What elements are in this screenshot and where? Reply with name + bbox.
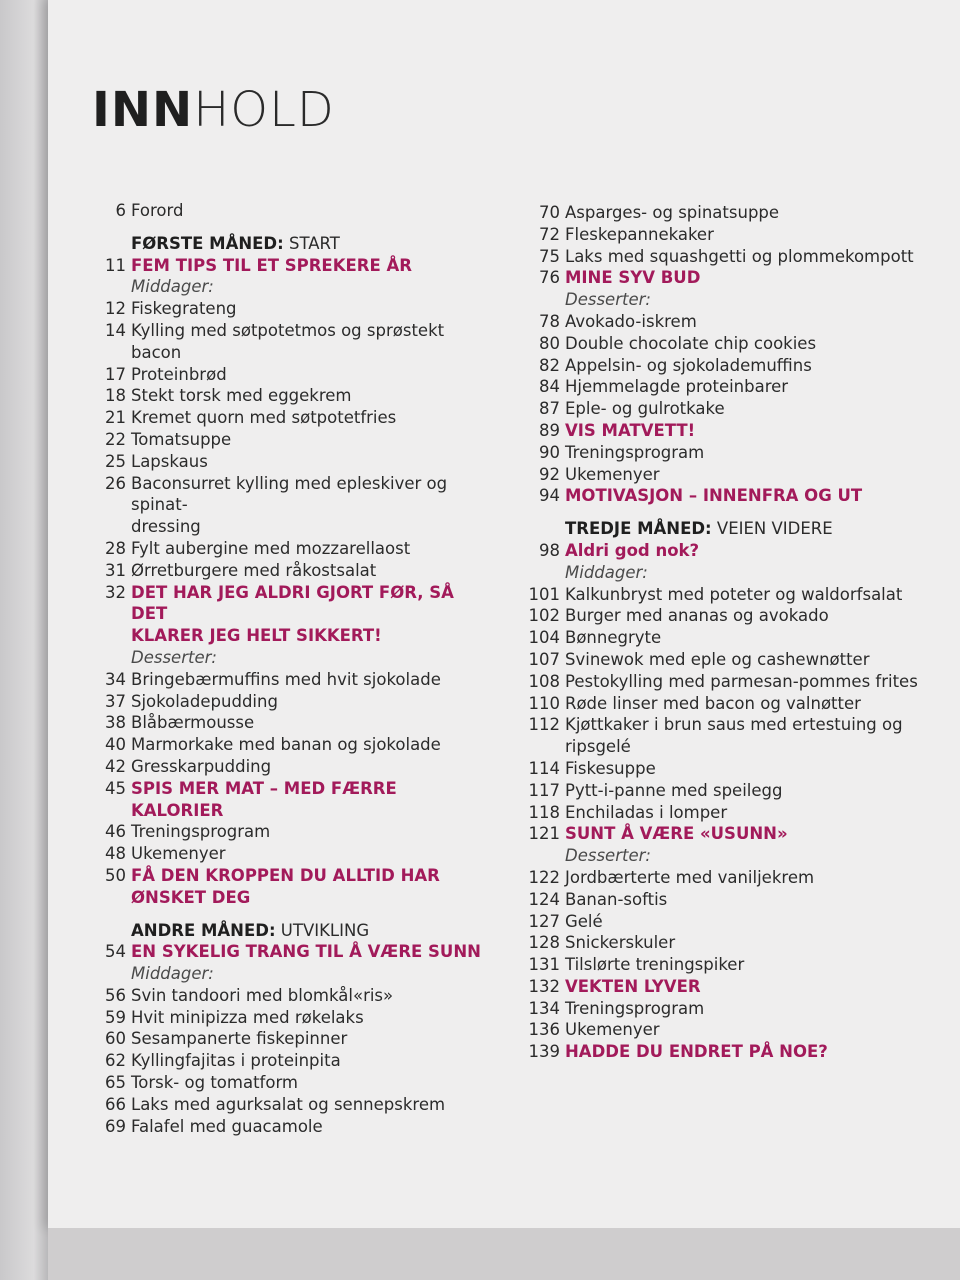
toc-entry-month — [92, 920, 492, 942]
toc-entry-item — [520, 202, 945, 224]
toc-entry-item — [520, 605, 945, 627]
page-number: 46 — [105, 822, 126, 842]
toc-entry-item — [520, 867, 945, 889]
page-number: 69 — [105, 1116, 126, 1136]
page-number: 31 — [105, 560, 126, 580]
page-number: 25 — [105, 451, 126, 471]
section-title: Aldri god nok? — [565, 540, 700, 560]
toc-entry-item — [92, 1116, 492, 1138]
month-heading-bold: ANDRE MÅNED: — [131, 920, 276, 940]
page-number: 80 — [539, 333, 560, 353]
section-title: VEKTEN LYVER — [565, 976, 701, 996]
recipe-title: Hvit minipizza med røkelaks — [131, 1007, 364, 1027]
page-number: 21 — [105, 408, 126, 428]
recipe-title: Enchiladas i lomper — [565, 802, 728, 822]
month-heading-bold: TREDJE MÅNED: — [565, 519, 712, 539]
recipe-title: Svin tandoori med blomkål«ris» — [131, 985, 394, 1005]
page-number: 62 — [105, 1051, 126, 1071]
page-number: 60 — [105, 1029, 126, 1049]
recipe-title: Banan-softis — [565, 889, 668, 909]
toc-entry-sub — [520, 289, 945, 311]
page-number: 89 — [539, 420, 560, 440]
toc-entry-item — [92, 320, 492, 364]
toc-entry-sec — [520, 540, 945, 562]
recipe-title: Tomatsuppe — [131, 429, 232, 449]
page-number: 139 — [528, 1042, 560, 1062]
recipe-title: Ukemenyer — [565, 464, 660, 484]
page-number: 42 — [105, 756, 126, 776]
table-surface — [48, 1228, 960, 1280]
recipe-title: Gelé — [565, 911, 603, 931]
section-title: SUNT Å VÆRE «USUNN» — [565, 824, 788, 844]
month-heading-subtitle: UTVIKLING — [275, 920, 370, 940]
page-number: 72 — [539, 224, 560, 244]
page-number: 56 — [105, 985, 126, 1005]
page-number: 75 — [539, 246, 560, 266]
page-number: 124 — [528, 889, 560, 909]
month-heading — [131, 920, 492, 942]
recipe-title: Svinewok med eple og cashewnøtter — [565, 649, 870, 669]
toc-entry-item — [92, 821, 492, 843]
recipe-title: Fylt aubergine med mozzarellaost — [131, 538, 411, 558]
toc-entry-item — [92, 451, 492, 473]
toc-entry-item — [520, 998, 945, 1020]
page-number: 121 — [528, 824, 560, 844]
page-number: 22 — [105, 429, 126, 449]
page-number: 14 — [105, 320, 126, 340]
recipe-title: Jordbærterte med vaniljekrem — [565, 867, 815, 887]
page-number — [92, 233, 131, 255]
toc-entry-item — [92, 200, 492, 222]
toc-entry-item — [92, 298, 492, 320]
recipe-title: Asparges- og spinatsuppe — [565, 203, 780, 222]
toc-entry-item — [520, 911, 945, 933]
toc-left-column — [92, 200, 492, 1137]
recipe-title: Forord — [131, 201, 184, 220]
category-label: Middager: — [131, 277, 214, 297]
toc-entry-item — [520, 442, 945, 464]
toc-entry-item — [520, 355, 945, 377]
page-number: 12 — [105, 299, 126, 319]
page-number: 66 — [105, 1094, 126, 1114]
page-number: 76 — [539, 268, 560, 288]
toc-entry-item — [520, 671, 945, 693]
recipe-title: Sesampanerte fiskepinner — [131, 1029, 348, 1049]
toc-entry-item — [520, 780, 945, 802]
page-number: 26 — [105, 473, 126, 493]
page-number: 136 — [528, 1020, 560, 1040]
toc-entry-item — [92, 429, 492, 451]
toc-entry-item — [92, 473, 492, 538]
recipe-title: Fleskepannekaker — [565, 224, 714, 244]
category-label: Middager: — [131, 964, 214, 984]
page-number: 118 — [528, 802, 560, 822]
page-number: 59 — [105, 1007, 126, 1027]
recipe-title: Treningsprogram — [565, 442, 705, 462]
recipe-title: Fiskesuppe — [565, 758, 656, 778]
toc-entry-item — [520, 311, 945, 333]
recipe-title: Kalkunbryst med poteter og waldorfsalat — [565, 584, 903, 604]
recipe-title: Eple- og gulrotkake — [565, 399, 725, 419]
page-number: 34 — [105, 669, 126, 689]
recipe-title: Bønnegryte — [565, 628, 662, 648]
page-number: 112 — [528, 715, 560, 735]
toc-entry-item — [92, 1028, 492, 1050]
recipe-title: Blåbærmousse — [131, 713, 255, 733]
recipe-title: Lapskaus — [131, 451, 208, 471]
toc-entry-sec — [92, 582, 492, 647]
toc-entry-item — [520, 954, 945, 976]
month-heading-subtitle: START — [283, 233, 340, 253]
section-title: DET HAR JEG ALDRI GJORT FØR, SÅ DET KLARER JEG HELT SIKKERT! — [131, 582, 454, 646]
recipe-title: Double chocolate chip cookies — [565, 333, 817, 353]
month-heading-bold: FØRSTE MÅNED: — [131, 233, 284, 253]
toc-entry-sec — [520, 1041, 945, 1063]
toc-right-column — [520, 202, 945, 1063]
toc-entry-item — [520, 932, 945, 954]
recipe-title: Proteinbrød — [131, 364, 227, 384]
recipe-title: Kjøttkaker i brun saus med ertestuing og ripsgelé — [565, 715, 903, 757]
toc-entry-item — [92, 560, 492, 582]
section-title: EN SYKELIG TRANG TIL Å VÆRE SUNN — [131, 942, 481, 962]
page-title-light: HOLD — [193, 82, 335, 138]
toc-entry-item — [520, 649, 945, 671]
recipe-title: Ukemenyer — [131, 844, 226, 864]
category-label: Desserter: — [565, 290, 651, 310]
toc-entry-item — [92, 843, 492, 865]
page-number: 82 — [539, 355, 560, 375]
toc-entry-item — [520, 758, 945, 780]
recipe-title: Pytt-i-panne med speilegg — [565, 780, 783, 800]
recipe-title: Gresskarpudding — [131, 756, 272, 776]
toc-entry-sub — [92, 647, 492, 669]
toc-entry-item — [520, 584, 945, 606]
recipe-title: Tilslørte treningspiker — [565, 955, 745, 975]
section-title: FÅ DEN KROPPEN DU ALLTID HAR ØNSKET DEG — [131, 865, 440, 907]
toc-entry-item — [520, 376, 945, 398]
recipe-title: Stekt torsk med eggekrem — [131, 386, 352, 406]
page-number: 37 — [105, 691, 126, 711]
page-number: 70 — [539, 203, 560, 222]
page-number — [520, 518, 565, 540]
toc-entry-item — [520, 889, 945, 911]
page-number: 87 — [539, 399, 560, 419]
section-title: VIS MATVETT! — [565, 420, 696, 440]
section-title: FEM TIPS TIL ET SPREKERE ÅR — [131, 255, 412, 275]
toc-entry-sec — [520, 420, 945, 442]
recipe-title: Laks med agurksalat og sennepskrem — [131, 1094, 446, 1114]
page-number: 65 — [105, 1073, 126, 1093]
page-number: 134 — [528, 998, 560, 1018]
section-title: MOTIVASJON – INNENFRA OG UT — [565, 486, 863, 506]
toc-entry-sec — [92, 865, 492, 909]
page-number: 132 — [528, 976, 560, 996]
toc-entry-item — [520, 464, 945, 486]
recipe-title: Laks med squashgetti og plommekompott — [565, 246, 914, 266]
page-title-bold: INN — [92, 82, 194, 138]
page-number: 11 — [105, 255, 126, 275]
month-heading — [565, 518, 945, 540]
recipe-title: Pestokylling med parmesan-pommes frites — [565, 671, 918, 691]
toc-entry-item — [520, 398, 945, 420]
page-number — [92, 276, 131, 298]
page-number: 131 — [528, 955, 560, 975]
page-number: 108 — [528, 671, 560, 691]
toc-entry-sec — [92, 255, 492, 277]
toc-entry-item — [520, 627, 945, 649]
page-number: 101 — [528, 584, 560, 604]
toc-entry-item — [520, 693, 945, 715]
toc-entry-item — [92, 1007, 492, 1029]
page-number — [92, 920, 131, 942]
toc-entry-item — [92, 407, 492, 429]
section-title: MINE SYV BUD — [565, 268, 701, 288]
page-number: 114 — [528, 758, 560, 778]
category-label: Middager: — [565, 562, 648, 582]
toc-entry-item — [520, 246, 945, 268]
recipe-title: Ukemenyer — [565, 1020, 660, 1040]
recipe-title: Fiskegrateng — [131, 299, 237, 319]
page-number: 17 — [105, 364, 126, 384]
recipe-title: Treningsprogram — [565, 998, 705, 1018]
toc-entry-month — [520, 518, 945, 540]
toc-entry-item — [92, 1094, 492, 1116]
page-number: 18 — [105, 386, 126, 406]
page-number — [92, 647, 131, 669]
page-number: 28 — [105, 538, 126, 558]
page-number: 50 — [105, 865, 126, 885]
recipe-title: Appelsin- og sjokolademuffins — [565, 355, 812, 375]
recipe-title: Kremet quorn med søtpotetfries — [131, 408, 397, 428]
toc-entry-item — [92, 1072, 492, 1094]
book-spine — [0, 0, 48, 1280]
recipe-title: Burger med ananas og avokado — [565, 606, 829, 626]
toc-entry-item — [92, 538, 492, 560]
recipe-title: Hjemmelagde proteinbarer — [565, 377, 789, 397]
page-number: 128 — [528, 933, 560, 953]
toc-entry-item — [520, 802, 945, 824]
toc-entry-item — [92, 364, 492, 386]
toc-entry-sec — [520, 267, 945, 289]
recipe-title: Kylling med søtpotetmos og sprøstekt bacon — [131, 320, 445, 362]
toc-entry-sub — [92, 963, 492, 985]
toc-entry-sub — [92, 276, 492, 298]
toc-entry-sub — [520, 845, 945, 867]
page-number: 104 — [528, 628, 560, 648]
toc-entry-sec — [92, 941, 492, 963]
page-number — [520, 845, 565, 867]
recipe-title: Bringebærmuffins med hvit sjokolade — [131, 669, 441, 689]
page-number: 92 — [539, 464, 560, 484]
toc-entry-sec — [520, 823, 945, 845]
toc-entry-item — [92, 691, 492, 713]
page-number: 98 — [539, 540, 560, 560]
recipe-title: Ørretburgere med råkostsalat — [131, 560, 377, 580]
section-title: HADDE DU ENDRET PÅ NOE? — [565, 1042, 828, 1062]
page-number: 40 — [105, 735, 126, 755]
toc-entry-item — [92, 712, 492, 734]
page-number: 32 — [105, 582, 126, 602]
page-number — [520, 562, 565, 584]
page-title — [92, 82, 335, 138]
toc-entry-item — [520, 714, 945, 758]
recipe-title: Marmorkake med banan og sjokolade — [131, 735, 441, 755]
toc-entry-sec — [92, 778, 492, 822]
recipe-title: Torsk- og tomatform — [131, 1073, 299, 1093]
page-number: 107 — [528, 649, 560, 669]
toc-entry-item — [92, 756, 492, 778]
page-number — [520, 289, 565, 311]
recipe-title: Sjokoladepudding — [131, 691, 278, 711]
toc-entry-item — [92, 669, 492, 691]
recipe-title: Snickerskuler — [565, 933, 676, 953]
section-title: SPIS MER MAT – MED FÆRRE KALORIER — [131, 778, 397, 820]
toc-entry-month — [92, 233, 492, 255]
toc-entry-item — [520, 333, 945, 355]
month-heading — [131, 233, 492, 255]
page-number: 90 — [539, 442, 560, 462]
page-number: 54 — [105, 942, 126, 962]
recipe-title: Kyllingfajitas i proteinpita — [131, 1051, 341, 1071]
page-number: 84 — [539, 377, 560, 397]
toc-entry-sub — [520, 562, 945, 584]
toc-entry-item — [92, 985, 492, 1007]
category-label: Desserter: — [131, 647, 217, 667]
recipe-title: Baconsurret kylling med epleskiver og spinat- dressing — [131, 473, 448, 537]
page-number: 48 — [105, 844, 126, 864]
recipe-title: Falafel med guacamole — [131, 1116, 323, 1136]
page-number: 127 — [528, 911, 560, 931]
category-label: Desserter: — [565, 846, 651, 866]
toc-entry-item — [92, 734, 492, 756]
recipe-title: Avokado-iskrem — [565, 311, 697, 331]
page-number: 38 — [105, 713, 126, 733]
page-number: 110 — [528, 693, 560, 713]
page-number: 6 — [115, 201, 126, 220]
recipe-title: Røde linser med bacon og valnøtter — [565, 693, 861, 713]
page-number: 94 — [539, 486, 560, 506]
toc-entry-sec — [520, 976, 945, 998]
page-number — [92, 963, 131, 985]
page-number: 45 — [105, 778, 126, 798]
toc-entry-item — [520, 224, 945, 246]
toc-entry-sec — [520, 485, 945, 507]
toc-entry-item — [92, 1050, 492, 1072]
page-number: 117 — [528, 780, 560, 800]
toc-entry-item — [520, 1019, 945, 1041]
page-number: 78 — [539, 311, 560, 331]
page-number: 102 — [528, 606, 560, 626]
recipe-title: Treningsprogram — [131, 822, 271, 842]
toc-entry-item — [92, 385, 492, 407]
month-heading-subtitle: VEIEN VIDERE — [711, 519, 833, 539]
page-number: 122 — [528, 867, 560, 887]
